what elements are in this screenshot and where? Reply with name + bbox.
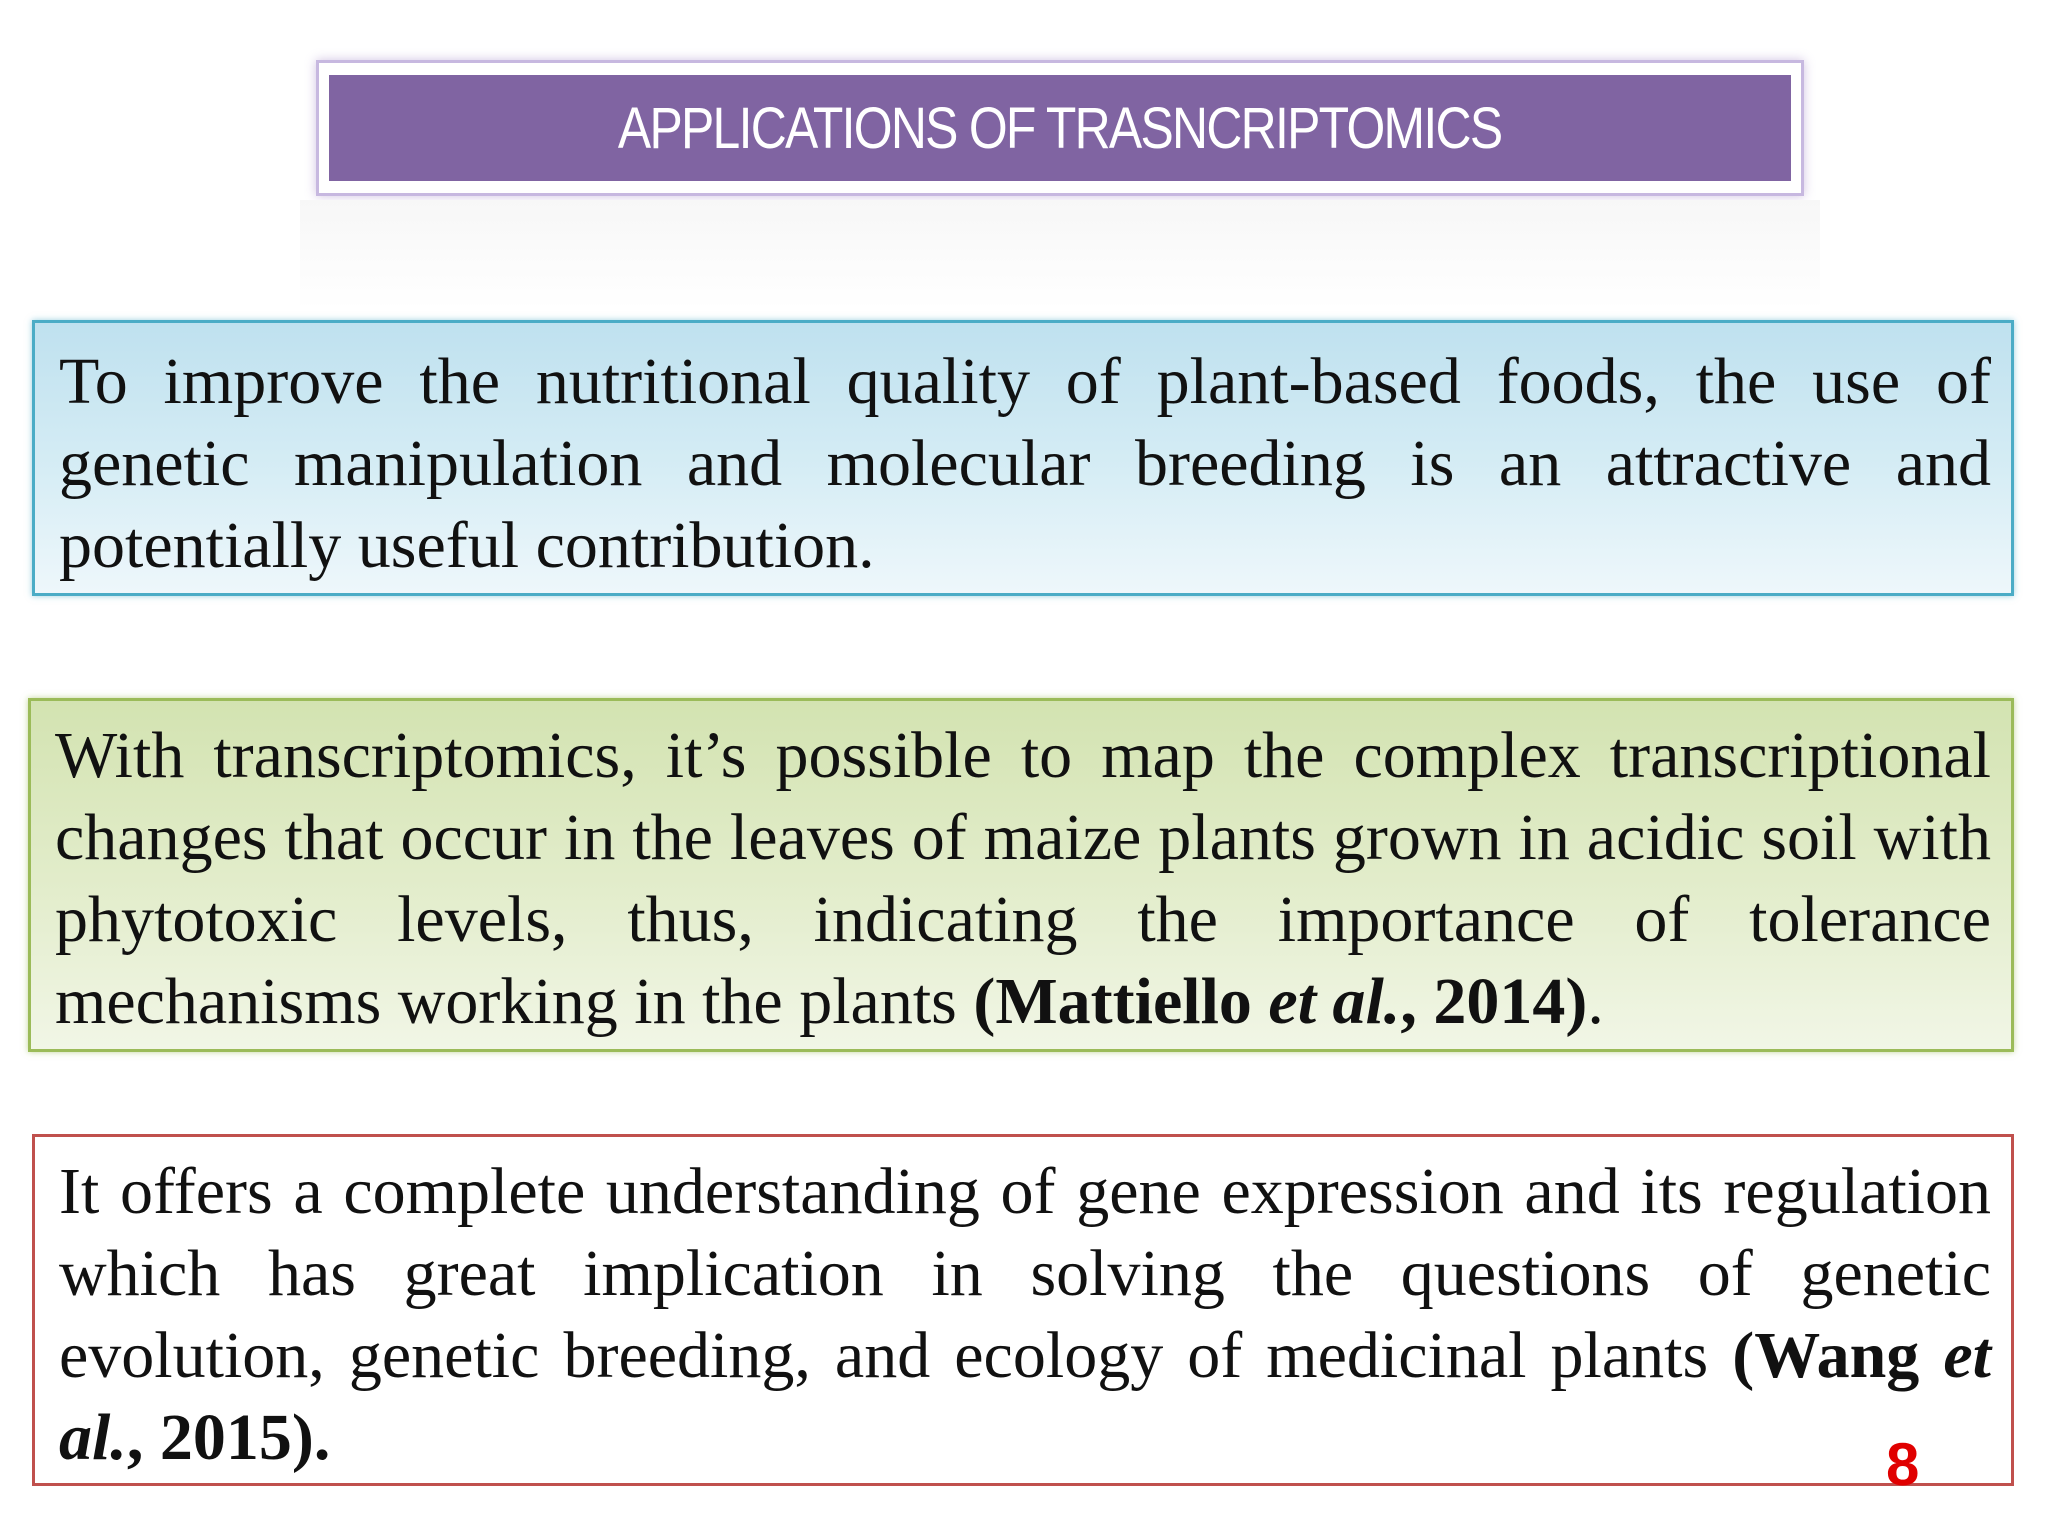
- title-bar: [329, 75, 1791, 181]
- text-box-maize: [28, 698, 2014, 1052]
- block-3-text: It offers a complete understanding of gene expression and its regulation which has great implication in solving the questions of genetic evolution, genetic breeding, and ecology of medicinal plants: [59, 1155, 1991, 1392]
- citation-mattiello-close: , 2014): [1400, 965, 1588, 1038]
- text-box-gene-expression-text: [59, 1151, 1991, 1479]
- citation-wang-close: , 2015).: [126, 1401, 331, 1474]
- citation-wang-etal: et al.: [59, 1319, 1992, 1474]
- citation-mattiello-etal: et al.: [1268, 965, 1401, 1038]
- page-number: 8: [1886, 1431, 1920, 1498]
- slide-title: APPLICATIONS OF TRASNCRIPTOMICS: [618, 95, 1502, 161]
- text-box-nutrition-text: [59, 341, 1991, 587]
- text-box-gene-expression: [32, 1134, 2014, 1486]
- block-2-tail: .: [1587, 965, 1604, 1038]
- text-box-maize-text: [55, 715, 1991, 1043]
- text-box-nutrition: [32, 320, 2014, 596]
- citation-wang-open: (Wang: [1732, 1319, 1944, 1392]
- block-2-text: With transcriptomics, it’s possible to map the complex transcriptional changes that occur in the leaves of maize plants grown in acidic soil with phytotoxic levels, thus, indicating the importance of tolerance mechanisms working in the plants: [55, 719, 1991, 1038]
- title-frame: [316, 60, 1804, 196]
- decorative-band: [300, 200, 1820, 310]
- citation-mattiello-open: (Mattiello: [973, 965, 1269, 1038]
- block-1-text: To improve the nutritional quality of plant-based foods, the use of genetic manipulation and molecular breeding is an attractive and potentially useful contribution.: [59, 345, 1991, 582]
